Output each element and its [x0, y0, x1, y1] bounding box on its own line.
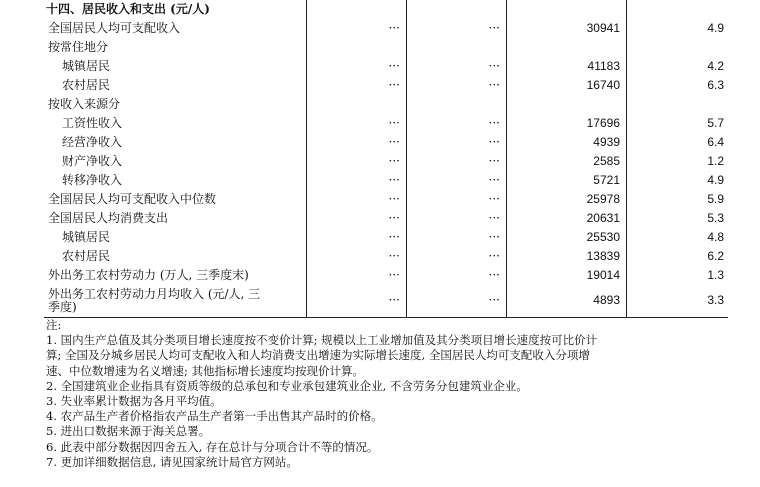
- cell-col-d: 4.9: [707, 21, 724, 35]
- footnotes: [46, 318, 736, 470]
- cell-col-a: ···: [388, 249, 400, 263]
- row-label: 财产净收入: [62, 154, 123, 168]
- row-label: 农村居民: [62, 249, 111, 263]
- cell-col-a: ···: [388, 268, 400, 282]
- cell-col-b: [406, 95, 506, 114]
- column-divider: [306, 0, 307, 317]
- cell-col-d: 6.2: [707, 249, 724, 263]
- row-label: 按收入来源分: [48, 97, 121, 111]
- row-label: 工资性收入: [62, 116, 123, 130]
- cell-col-b: ···: [488, 211, 500, 225]
- row-label: 全国居民人均消费支出: [48, 211, 169, 225]
- cell-col-d: [626, 95, 728, 114]
- cell-col-a: ···: [388, 116, 400, 130]
- cell-col-a: ···: [388, 173, 400, 187]
- cell-col-c: [506, 95, 626, 114]
- cell-col-a: ···: [388, 154, 400, 168]
- row-label: 经营净收入: [62, 135, 123, 149]
- note-line: 6. 此表中部分数据因四舍五入, 存在总计与分项合计不等的情况。: [46, 439, 379, 454]
- row-label: [48, 288, 306, 320]
- cell-col-d: [626, 38, 728, 57]
- cell-col-d: 1.3: [707, 268, 724, 282]
- cell-col-b: ···: [488, 192, 500, 206]
- cell-col-a: ···: [388, 230, 400, 244]
- cell-col-b: ···: [488, 135, 500, 149]
- cell-col-b: ···: [488, 154, 500, 168]
- cell-col-d: 6.4: [707, 135, 724, 149]
- cell-col-b: ···: [488, 249, 500, 263]
- cell-col-a: [306, 38, 406, 57]
- row-label: 转移净收入: [62, 173, 123, 187]
- note-line: 3. 失业率累计数据为各月平均值。: [46, 394, 222, 409]
- note-line: 4. 农产品生产者价格指农产品生产者第一手出售其产品时的价格。: [46, 409, 383, 424]
- column-divider: [626, 0, 627, 317]
- cell-col-b: ···: [488, 116, 500, 130]
- column-divider: [406, 0, 407, 317]
- row-label: 全国居民人均可支配收入: [48, 21, 181, 35]
- cell-col-c: [506, 38, 626, 57]
- note-heading: 注:: [46, 318, 62, 332]
- note-line: 1. 国内生产总值及其分类项目增长速度按不变价计算; 规模以上工业增加值及其分类项目增长速度按可比价计: [46, 333, 598, 348]
- row-label: 城镇居民: [62, 59, 111, 73]
- cell-col-c: 25978: [586, 192, 620, 206]
- cell-col-a: ···: [388, 211, 400, 225]
- row-label: 外出务工农村劳动力 (万人, 三季度末): [48, 268, 249, 282]
- note-line: 7. 更加详细数据信息, 请见国家统计局官方网站。: [46, 454, 298, 469]
- cell-col-c: 20631: [586, 211, 620, 225]
- column-divider: [506, 0, 507, 317]
- cell-col-c: 30941: [586, 21, 620, 35]
- cell-col-a: ···: [388, 192, 400, 206]
- cell-col-c: 41183: [587, 59, 620, 73]
- cell-col-b: ···: [488, 59, 500, 73]
- cell-col-a: ···: [388, 293, 400, 307]
- row-label-line2: 季度): [48, 300, 77, 314]
- cell-col-d: 5.9: [707, 192, 724, 206]
- cell-col-d: 4.9: [707, 173, 724, 187]
- cell-col-a: ···: [388, 59, 400, 73]
- cell-col-b: [406, 38, 506, 57]
- row-label-line1: 外出务工农村劳动力月均收入 (元/人, 三: [48, 287, 261, 301]
- cell-col-c: 19014: [586, 268, 620, 282]
- note-line: 速、中位数增速为名义增速; 其他指标增长速度均按现价计算。: [46, 363, 365, 378]
- cell-col-b: ···: [488, 21, 500, 35]
- cell-col-d: 4.8: [707, 230, 724, 244]
- cell-col-c: 17696: [586, 116, 620, 130]
- cell-col-b: ···: [488, 268, 500, 282]
- row-label: 城镇居民: [62, 230, 111, 244]
- cell-col-c: 25530: [586, 230, 620, 244]
- section-title: 十四、居民收入和支出 (元/人): [46, 2, 210, 16]
- cell-col-d: 6.3: [707, 78, 724, 92]
- cell-col-a: ···: [388, 21, 400, 35]
- row-label: 按常住地分: [48, 40, 109, 54]
- cell-col-c: 2585: [593, 154, 620, 168]
- cell-col-c: 5721: [593, 173, 620, 187]
- note-line: 算; 全国及分城乡居民人均可支配收入和人均消费支出增速为实际增长速度, 全国居民人均可支配收入分项增: [46, 348, 590, 363]
- row-label: 全国居民人均可支配收入中位数: [48, 192, 217, 206]
- note-line: 5. 进出口数据来源于海关总署。: [46, 424, 211, 439]
- cell-col-a: ···: [388, 78, 400, 92]
- cell-col-c: 13839: [586, 249, 620, 263]
- cell-col-b: ···: [488, 230, 500, 244]
- cell-col-a: [306, 95, 406, 114]
- cell-col-d: 5.3: [707, 211, 724, 225]
- row-label: 农村居民: [62, 78, 111, 92]
- cell-col-d: 3.3: [707, 293, 724, 307]
- cell-col-d: 1.2: [707, 154, 724, 168]
- note-line: 2. 全国建筑业企业指具有资质等级的总承包和专业承包建筑业企业, 不含劳务分包建筑业企业。: [46, 378, 528, 393]
- cell-col-c: 4893: [593, 293, 620, 307]
- cell-col-b: ···: [488, 78, 500, 92]
- cell-col-d: 4.2: [707, 59, 724, 73]
- cell-col-b: ···: [488, 293, 500, 307]
- cell-col-c: 16740: [586, 78, 620, 92]
- cell-col-c: 4939: [593, 135, 620, 149]
- cell-col-b: ···: [488, 173, 500, 187]
- cell-col-a: ···: [388, 135, 400, 149]
- cell-col-d: 5.7: [707, 116, 724, 130]
